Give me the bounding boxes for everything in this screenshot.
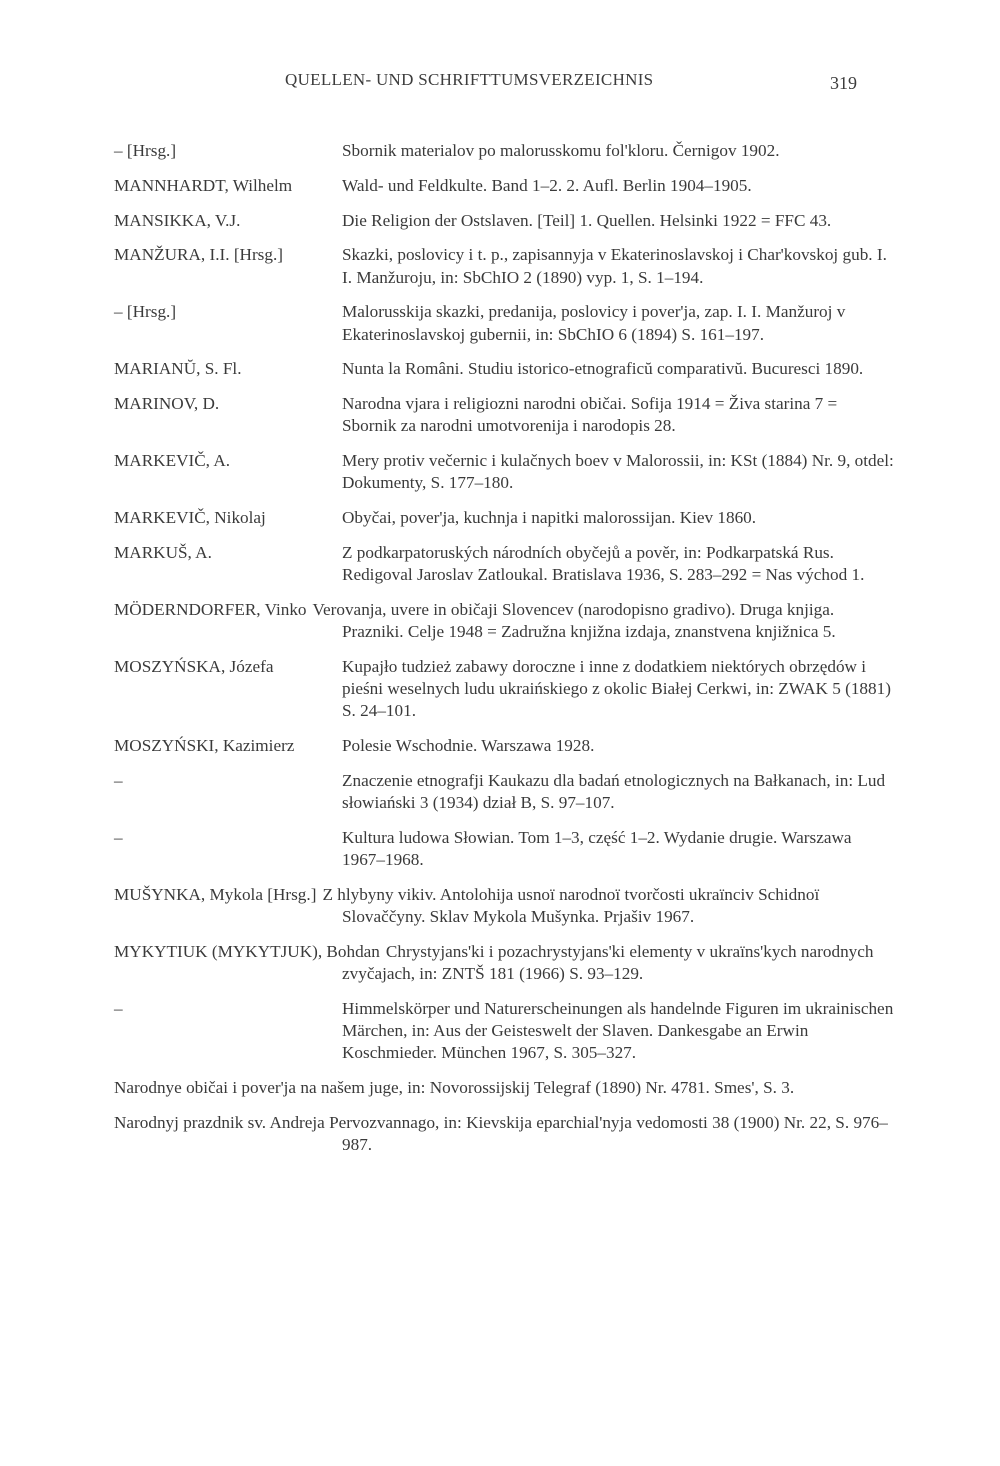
- bibliography-entry: [114, 1112, 894, 1156]
- entry-author: –: [114, 770, 123, 790]
- bibliography-entry: [114, 998, 894, 1065]
- bibliography-entry: [114, 175, 894, 197]
- bibliography-entry: [114, 941, 894, 985]
- entry-author: MARKUŠ, A.: [114, 542, 212, 562]
- running-head: QUELLEN- UND SCHRIFTTUMSVERZEICHNIS: [285, 70, 654, 89]
- entry-citation: Narodnye običai i pover'ja na našem juge, in: Novorossijskij Telegraf (1890) Nr. 4781. Smes', S. 3.: [114, 1078, 795, 1098]
- entry-citation: Kultura ludowa Słowian. Tom 1–3, część 1–2. Wydanie drugie. Warszawa 1967–1968.: [342, 827, 852, 870]
- entry-author: –: [114, 998, 123, 1018]
- entry-citation: Die Religion der Ostslaven. [Teil] 1. Quellen. Helsinki 1922 = FFC 43.: [342, 210, 832, 230]
- page-number: 319: [830, 73, 857, 93]
- entry-author: MUŠYNKA, Mykola [Hrsg.]: [114, 884, 317, 904]
- bibliography-entry: [114, 827, 894, 871]
- bibliography-entry: [114, 735, 894, 757]
- entry-citation: Narodnyj prazdnik sv. Andreja Pervozvannago, in: Kievskija eparchial'nyja vedomosti 38 (1900) Nr. 22, S. 976–987.: [114, 1112, 888, 1155]
- entry-author: MARKEVIČ, Nikolaj: [114, 508, 266, 528]
- entry-citation: Obyčai, pover'ja, kuchnja i napitki malorossijan. Kiev 1860.: [342, 508, 757, 528]
- entry-author: MARIANŬ, S. Fl.: [114, 359, 242, 379]
- entry-author: – [Hrsg.]: [114, 141, 177, 160]
- entry-author: MYKYTIUK (MYKYTJUK), Bohdan: [114, 941, 380, 961]
- bibliography-entry: [114, 301, 894, 345]
- bibliography-entry: [114, 1077, 894, 1099]
- entry-citation: Chrystyjans'ki i pozachrystyjans'ki elementy v ukraїns'kych narodnych zvyčajach, in: ZNTŠ 181 (1966) S. 93–129.: [342, 941, 874, 984]
- entry-author: MOSZYŃSKA, Józefa: [114, 656, 274, 676]
- entry-author: –: [114, 827, 123, 847]
- entry-citation: Malorusskija skazki, predanija, poslovicy i pover'ja, zap. I. I. Manžuroj v Ekaterinoslavskoj gubernii, in: SbChIO 6 (1894) S. 161–197.: [342, 302, 846, 344]
- bibliography-entry: [114, 507, 894, 529]
- bibliography-entry: [114, 210, 894, 232]
- entry-citation: Verovanja, uvere in običaji Slovencev (narodopisno gradivo). Druga knjiga. Prazniki. Celje 1948 = Zadružna knjižna izdaja, znanstvena knjižnica 5.: [312, 599, 836, 642]
- entry-citation: Polesie Wschodnie. Warszawa 1928.: [342, 736, 595, 756]
- entry-citation: Narodna vjara i religiozni narodni običai. Sofija 1914 = Živa starina 7 = Sbornik za narodni umotvorenija i narodopis 28.: [342, 394, 838, 436]
- entry-citation: Mery protiv večernic i kulačnych boev v Malorossii, in: KSt (1884) Nr. 9, otdel: Dokumenty, S. 177–180.: [342, 451, 894, 493]
- bibliography-entry: [114, 656, 894, 723]
- entry-author: MARINOV, D.: [114, 394, 220, 414]
- bibliography-entry: [114, 140, 894, 162]
- entry-citation: Z podkarpatoruských národních obyčejů a pověr, in: Podkarpatská Rus. Redigoval Jaroslav Zatloukal. Bratislava 1936, S. 283–292 = Nas východ 1.: [342, 542, 865, 585]
- bibliography-entry: [114, 244, 894, 288]
- entry-citation: Nunta la Români. Studiu istorico-etnograficŭ comparativŭ. Bucuresci 1890.: [342, 359, 864, 379]
- bibliography-entry: [114, 450, 894, 494]
- entry-author: MOSZYŃSKI, Kazimierz: [114, 736, 295, 756]
- bibliography-entry: [114, 542, 894, 586]
- entry-author: – [Hrsg.]: [114, 302, 177, 322]
- bibliography-entry: [114, 599, 894, 643]
- bibliography-entry: [114, 884, 894, 928]
- entry-citation: Wald- und Feldkulte. Band 1–2. 2. Aufl. Berlin 1904–1905.: [342, 175, 752, 195]
- bibliography-entry: [114, 393, 894, 437]
- entry-author: MARKEVIČ, A.: [114, 451, 231, 471]
- bibliography-entry: [114, 358, 894, 380]
- entry-author: MANSIKKA, V.J.: [114, 210, 241, 230]
- bibliography-list: [114, 140, 894, 1169]
- entry-citation: Znaczenie etnografji Kaukazu dla badań etnologicznych na Bałkanach, in: Lud słowiański 3 (1934) dział B, S. 97–107.: [342, 770, 886, 813]
- entry-citation: Skazki, poslovicy i t. p., zapisannyja v Ekaterinoslavskoj i Char'kovskoj gub. I. I. Manžuroju, in: SbChIO 2 (1890) vyp. 1, S. 1–194.: [342, 245, 887, 287]
- entry-citation: Himmelskörper und Naturerscheinungen als handelnde Figuren im ukrainischen Märchen, in: Aus der Geisteswelt der Slaven. Dankesgabe an Erwin Koschmieder. München 1967, S. 305–327.: [342, 998, 894, 1063]
- entry-citation: Kupajło tudzież zabawy doroczne i inne z dodatkiem niektórych obrzędów i pieśni weselnych ludu ukraińskiego z okolic Białej Cerkwi, in: ZWAK 5 (1881) S. 24–101.: [342, 656, 891, 721]
- entry-citation: Sbornik materialov po malorusskomu fol'kloru. Černigov 1902.: [342, 141, 780, 160]
- entry-author: MANNHARDT, Wilhelm: [114, 175, 293, 195]
- bibliography-entry: [114, 770, 894, 814]
- entry-citation: Z hlybyny vikiv. Antolohija usnoї narodnoї tvorčosti ukraїnciv Schidnoї Slovaččyny. Sklav Mykola Mušynka. Prjašiv 1967.: [322, 884, 820, 927]
- entry-author: MANŽURA, I.I. [Hrsg.]: [114, 245, 283, 265]
- entry-author: MÖDERNDORFER, Vinko: [114, 599, 307, 619]
